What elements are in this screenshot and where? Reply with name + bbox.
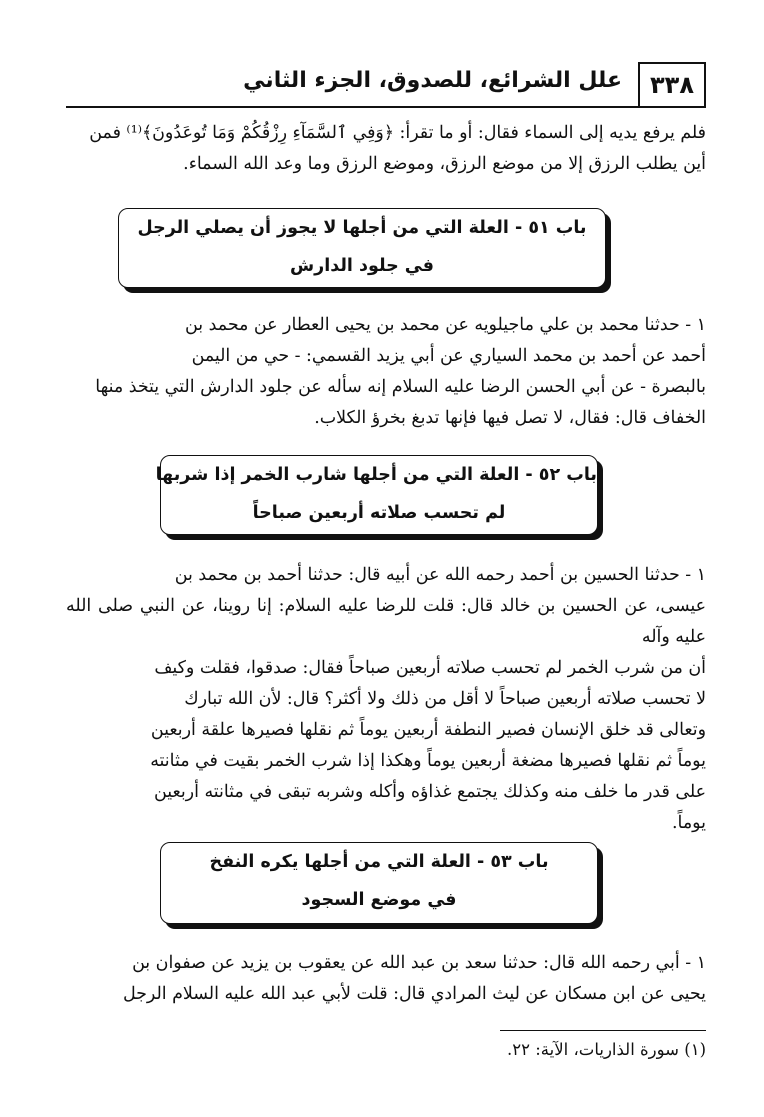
- chapter-51-paragraph: [66, 310, 706, 434]
- footnote-divider: [500, 1030, 706, 1031]
- page-number: ٣٣٨: [638, 62, 706, 106]
- chapter-52-paragraph: [66, 560, 706, 839]
- text-line: بالبصرة - عن أبي الحسن الرضا عليه السلام إنه سأله عن جلود الدارش التي يتخذ منها: [95, 377, 706, 397]
- text-line: فلم يرفع يديه إلى السماء فقال: أو ما تقرأ: ﴿وَفِي ٱلسَّمَآءِ رِزْقُكُمْ وَمَا تُوعَدُونَ﴾⁽¹⁾ فمن: [89, 123, 706, 143]
- chapter-53-paragraph: [66, 948, 706, 1010]
- text-line: يحيى عن ابن مسكان عن ليث المرادي قال: قلت لأبي عبد الله عليه السلام الرجل: [122, 984, 706, 1004]
- chapter-title-line: لم تحسب صلاته أربعين صباحاً: [252, 503, 506, 523]
- chapter-title-line: في جلود الدارش: [290, 256, 434, 276]
- chapter-title-line: في موضع السجود: [301, 890, 457, 910]
- text-line: أن من شرب الخمر لم تحسب صلاته أربعين صباحاً فقال: صدقوا، فقلت وكيف: [154, 658, 706, 678]
- intro-paragraph: [66, 118, 706, 180]
- text-line: الخفاف قال: فقال، لا تصل فيها فإنها تدبغ بخرؤ الكلاب.: [314, 408, 706, 428]
- page-header: [66, 62, 706, 108]
- text-line: أين يطلب الرزق إلا من موضع الرزق، وموضع الرزق وما وعد الله السماء.: [183, 154, 706, 174]
- text-line: ١ - حدثنا الحسين بن أحمد رحمه الله عن أبيه قال: حدثنا أحمد بن محمد بن: [174, 565, 706, 585]
- text-line: يوماً.: [672, 813, 706, 833]
- text-line: أحمد عن أحمد بن محمد السياري عن أبي يزيد القسمي: - حي من اليمن: [191, 346, 706, 366]
- text-line: على قدر ما خلف منه وكذلك يجتمع غذاؤه وأكله وشربه تبقى في مثانته أربعين: [153, 782, 706, 802]
- chapter-title-line: باب ٥١ - العلة التي من أجلها لا يجوز أن يصلي الرجل: [137, 218, 587, 238]
- running-title: علل الشرائع، للصدوق، الجزء الثاني: [243, 68, 622, 93]
- chapter-51-heading: [118, 208, 606, 288]
- chapter-53-heading: [160, 842, 598, 924]
- text-line: ١ - حدثنا محمد بن علي ماجيلويه عن محمد بن يحيى العطار عن محمد بن: [185, 315, 706, 335]
- chapter-title-line: باب ٥٢ - العلة التي من أجلها شارب الخمر إذا شربها: [155, 465, 597, 485]
- text-line: يوماً ثم نقلها فصيرها مضغة أربعين يوماً وهكذا إذا شرب الخمر بقيت في مثانته: [150, 751, 706, 771]
- footnote: (١) سورة الذاريات، الآية: ٢٢.: [507, 1040, 706, 1059]
- text-line: ١ - أبي رحمه الله قال: حدثنا سعد بن عبد الله عن يعقوب بن يزيد عن صفوان بن: [132, 953, 706, 973]
- text-line: لا تحسب صلاته أربعين صباحاً لا أقل من ذلك ولا أكثر؟ قال: لأن الله تبارك: [184, 689, 706, 709]
- text-line: وتعالى قد خلق الإنسان فصير النطفة أربعين يوماً ثم نقلها فصيرها علقة أربعين: [150, 720, 706, 740]
- chapter-52-heading: [155, 455, 598, 535]
- chapter-title-line: باب ٥٣ - العلة التي من أجلها يكره النفخ: [209, 852, 549, 872]
- text-line: عيسى، عن الحسين بن خالد قال: قلت للرضا عليه السلام: إنا روينا، عن النبي صلى الله عليه وآله: [66, 596, 706, 647]
